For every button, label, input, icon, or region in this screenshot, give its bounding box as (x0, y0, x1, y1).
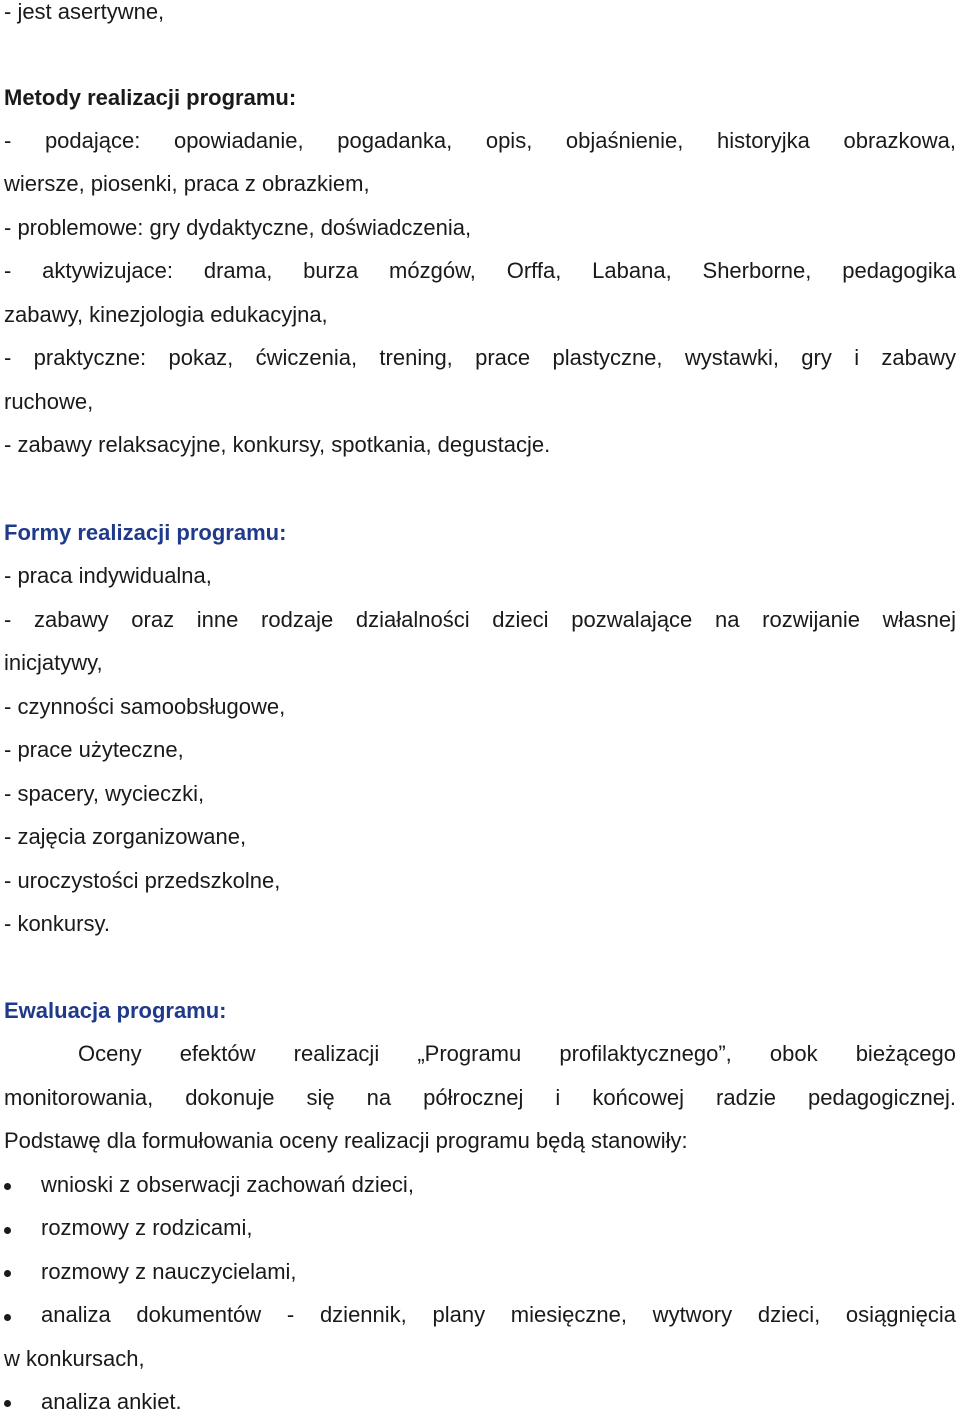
forms-line-3: inicjatywy, (4, 650, 103, 675)
bullet-dot-icon (4, 1270, 11, 1277)
forms-line-4: - czynności samoobsługowe, (4, 694, 286, 719)
methods-line-8: - zabawy relaksacyjne, konkursy, spotkania, degustacje. (4, 432, 551, 457)
bullet-text-4: analiza dokumentów - dziennik, plany miesięczne, wytwory dzieci, osiągnięcia (41, 1302, 956, 1327)
forms-line-2: - zabawy oraz inne rodzaje działalności dzieci pozwalające na rozwijanie własnej (4, 607, 956, 632)
evaluation-line-3: Podstawę dla formułowania oceny realizacji programu będą stanowiły: (4, 1128, 688, 1153)
methods-line-5: zabawy, kinezjologia edukacyjna, (4, 302, 328, 327)
forms-line-8: - uroczystości przedszkolne, (4, 868, 281, 893)
evaluation-heading: Ewaluacja programu: (4, 998, 227, 1023)
forms-line-7: - zajęcia zorganizowane, (4, 824, 247, 849)
bullet-dot-icon (4, 1314, 11, 1321)
bullet-continuation: w konkursach, (4, 1346, 145, 1371)
methods-line-1: - podające: opowiadanie, pogadanka, opis, objaśnienie, historyjka obrazkowa, (4, 128, 956, 153)
bullet-text-1: wnioski z obserwacji zachowań dzieci, (41, 1172, 414, 1197)
forms-heading: Formy realizacji programu: (4, 520, 287, 545)
methods-line-4: - aktywizujace: drama, burza mózgów, Orffa, Labana, Sherborne, pedagogika (4, 258, 956, 283)
evaluation-line-1: Oceny efektów realizacji „Programu profilaktycznego”, obok bieżącego (78, 1041, 956, 1066)
bullet-text-2: rozmowy z rodzicami, (41, 1215, 253, 1240)
bullet-dot-icon (4, 1227, 11, 1234)
methods-heading: Metody realizacji programu: (4, 85, 297, 110)
methods-line-7: ruchowe, (4, 389, 94, 414)
methods-line-6: - praktyczne: pokaz, ćwiczenia, trening, prace plastyczne, wystawki, gry i zabawy (4, 345, 956, 370)
forms-line-6: - spacery, wycieczki, (4, 781, 205, 806)
bullet-text-3: rozmowy z nauczycielami, (41, 1259, 297, 1284)
intro-line: - jest asertywne, (4, 0, 165, 24)
bullet-dot-icon (4, 1400, 11, 1407)
bullet-text-5: analiza ankiet. (41, 1389, 182, 1414)
forms-line-1: - praca indywidualna, (4, 563, 212, 588)
forms-line-9: - konkursy. (4, 911, 110, 936)
forms-line-5: - prace użyteczne, (4, 737, 184, 762)
methods-line-3: - problemowe: gry dydaktyczne, doświadczenia, (4, 215, 472, 240)
methods-line-2: wiersze, piosenki, praca z obrazkiem, (4, 171, 370, 196)
evaluation-line-2: monitorowania, dokonuje się na półrocznej i końcowej radzie pedagogicznej. (4, 1085, 956, 1110)
bullet-dot-icon (4, 1183, 11, 1190)
